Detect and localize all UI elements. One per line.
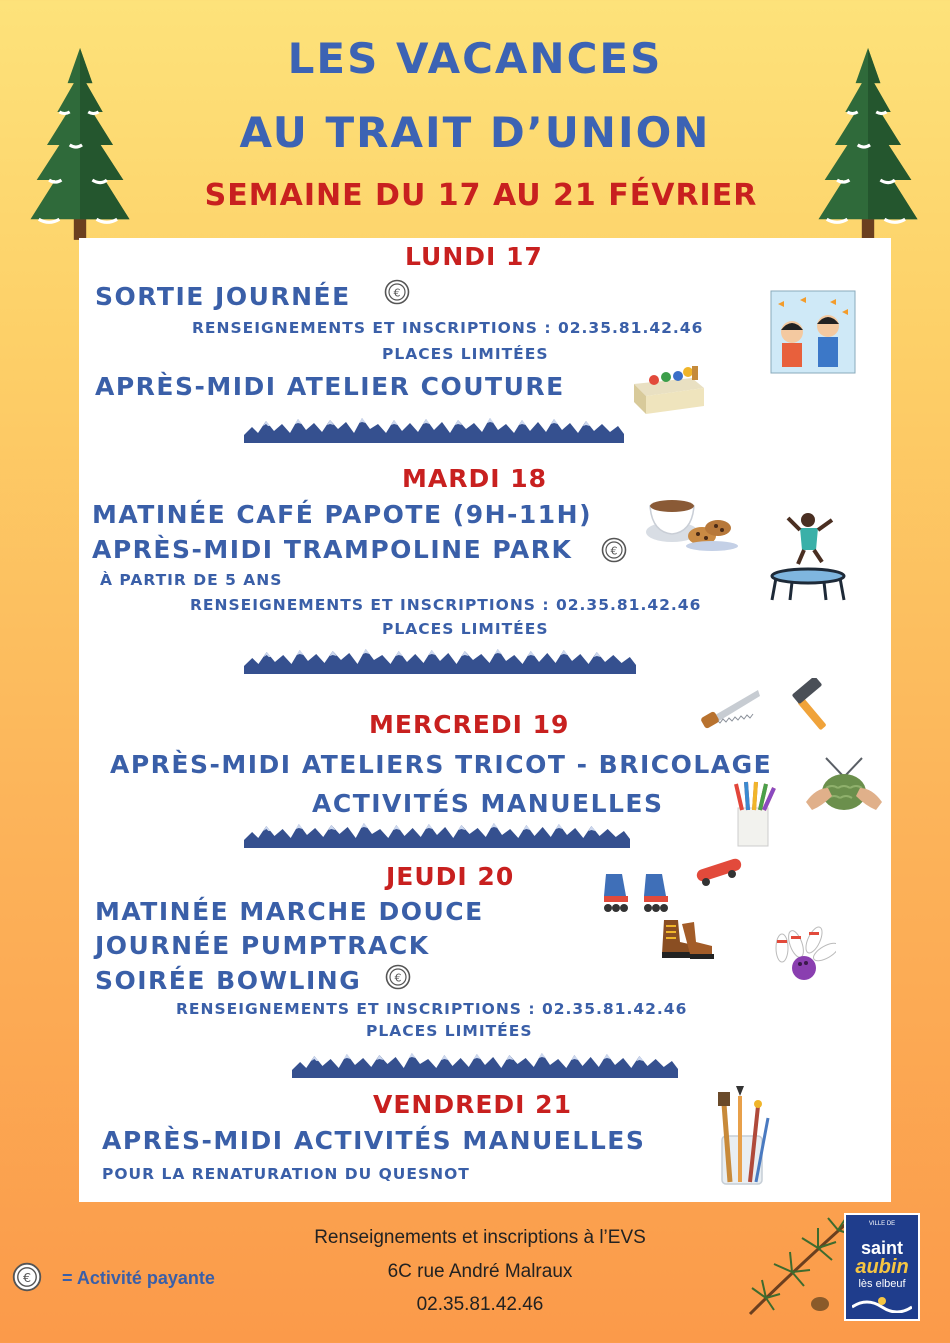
euro-coin-icon [385, 964, 411, 990]
footer-address: 6C rue André Malraux [387, 1261, 573, 1282]
logo-text-aubin: aubin [855, 1256, 909, 1278]
mountain-divider [292, 1050, 678, 1078]
info-limited-places: PLACES LIMITÉES [382, 620, 549, 638]
logo-text-saint: saint [860, 1238, 903, 1258]
activity-manuelles-friday: APRÈS-MIDI ACTIVITÉS MANUELLES [102, 1126, 646, 1155]
info-age: À PARTIR DE 5 ANS [100, 571, 283, 589]
activity-atelier-couture: APRÈS-MIDI ATELIER COUTURE [95, 372, 565, 401]
activity-trampoline-park: APRÈS-MIDI TRAMPOLINE PARK [92, 535, 573, 564]
activity-tricot-bricolage: APRÈS-MIDI ATELIERS TRICOT - BRICOLAGE [110, 750, 773, 779]
logo-wave-icon [852, 1295, 912, 1313]
pencils-cup-icon [730, 780, 776, 848]
day-heading-tuesday: MARDI 18 [402, 464, 548, 493]
day-heading-friday: VENDREDI 21 [373, 1090, 572, 1119]
activity-pumptrack: JOURNÉE PUMPTRACK [95, 931, 430, 960]
saw-icon [700, 684, 762, 730]
footer-phone: 02.35.81.42.46 [416, 1294, 544, 1315]
hammer-icon [788, 678, 842, 732]
logo-small-text: VILLE DE [868, 1221, 896, 1227]
day-heading-monday: LUNDI 17 [405, 242, 543, 271]
rollerblades-icon [600, 868, 684, 914]
activity-cafe-papote: MATINÉE CAFÉ PAPOTE (9H-11H) [92, 500, 593, 529]
trampoline-kid-icon [766, 510, 850, 604]
info-registration: RENSEIGNEMENTS ET INSCRIPTIONS : 02.35.81.42.46 [192, 319, 704, 337]
info-registration: RENSEIGNEMENTS ET INSCRIPTIONS : 02.35.81.42.46 [176, 1000, 688, 1018]
activity-sortie-journee: SORTIE JOURNÉE [95, 282, 351, 311]
legend-paid-activity: = Activité payante [62, 1268, 215, 1288]
paintbrush-jar-icon [712, 1082, 772, 1186]
day-heading-thursday: JEUDI 20 [386, 862, 515, 891]
activity-bowling: SOIRÉE BOWLING [95, 966, 362, 995]
euro-coin-legend-icon [12, 1262, 42, 1292]
saint-aubin-logo [844, 1213, 920, 1321]
mountain-divider [244, 820, 630, 848]
day-heading-wednesday: MERCREDI 19 [369, 710, 570, 739]
hiking-boots-icon [658, 916, 718, 960]
coffee-cookies-icon [642, 488, 742, 556]
page-title-line1: LES VACANCES [287, 34, 663, 83]
sewing-box-icon [632, 364, 706, 416]
euro-coin-icon [384, 279, 410, 305]
mountain-divider [244, 415, 624, 443]
week-subtitle: SEMAINE DU 17 AU 21 FÉVRIER [204, 178, 758, 213]
info-renaturation: POUR LA RENATURATION DU QUESNOT [102, 1165, 470, 1183]
activity-manuelles: ACTIVITÉS MANUELLES [312, 789, 664, 818]
info-limited-places: PLACES LIMITÉES [366, 1022, 533, 1040]
page-title-line2: AU TRAIT D’UNION [239, 108, 711, 157]
info-limited-places: PLACES LIMITÉES [382, 345, 549, 363]
bowling-icon [770, 918, 836, 982]
logo-text-les-elbeuf: lès elbeuf [858, 1278, 906, 1290]
footer-line1: Renseignements et inscriptions à l’EVS [314, 1227, 646, 1248]
skateboard-icon [694, 854, 744, 890]
aquarium-kids-icon [770, 290, 856, 374]
euro-coin-icon [601, 537, 627, 563]
info-registration: RENSEIGNEMENTS ET INSCRIPTIONS : 02.35.81.42.46 [190, 596, 702, 614]
mountain-divider [244, 646, 636, 674]
activity-marche-douce: MATINÉE MARCHE DOUCE [95, 897, 484, 926]
knitting-icon [804, 752, 884, 816]
pine-branch-icon [746, 1214, 852, 1318]
